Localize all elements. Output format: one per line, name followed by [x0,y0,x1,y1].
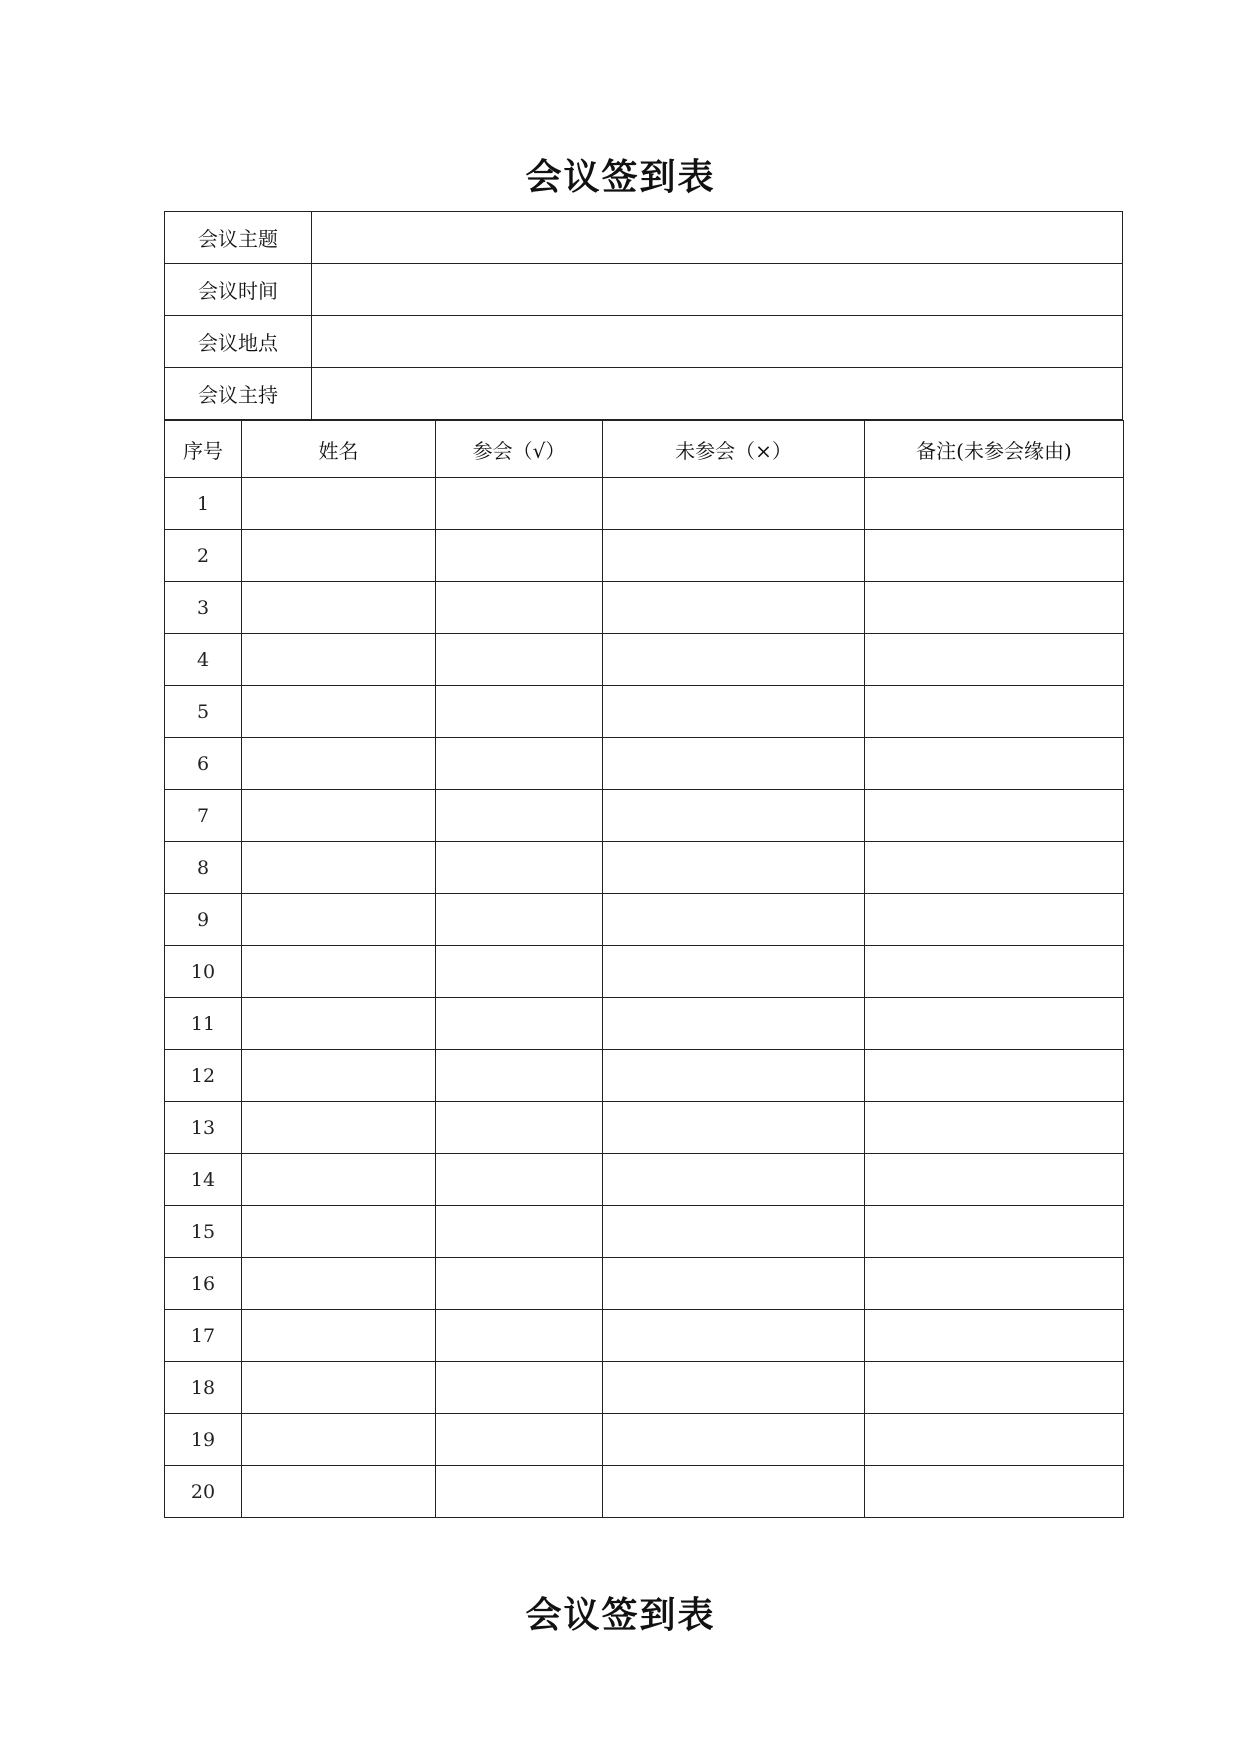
table-row [165,582,1124,634]
row-number: 7 [165,790,242,842]
absent-cell[interactable] [603,1362,865,1414]
table-row [165,1206,1124,1258]
absent-cell[interactable] [603,842,865,894]
absent-cell[interactable] [603,894,865,946]
table-row [165,1310,1124,1362]
table-header-row [165,421,1124,478]
absent-cell[interactable] [603,998,865,1050]
table-row [165,738,1124,790]
absent-cell[interactable] [603,530,865,582]
remarks-cell[interactable] [865,894,1124,946]
attended-cell[interactable] [436,842,603,894]
row-number: 17 [165,1310,242,1362]
row-number: 16 [165,1258,242,1310]
info-label: 会议时间 [165,264,312,316]
row-number: 13 [165,1102,242,1154]
name-cell[interactable] [242,998,436,1050]
attended-cell[interactable] [436,1310,603,1362]
info-row-host [165,368,1123,420]
table-row [165,634,1124,686]
attended-cell[interactable] [436,634,603,686]
absent-cell[interactable] [603,1206,865,1258]
table-row [165,790,1124,842]
table-row [165,1466,1124,1518]
attended-cell[interactable] [436,1362,603,1414]
remarks-cell[interactable] [865,1310,1124,1362]
next-page-title: 会议签到表 [525,1595,716,1636]
info-row-topic [165,212,1123,264]
absent-cell[interactable] [603,1258,865,1310]
row-number: 3 [165,582,242,634]
absent-cell[interactable] [603,686,865,738]
row-number: 19 [165,1414,242,1466]
table-row [165,1362,1124,1414]
table-row [165,1258,1124,1310]
row-number: 5 [165,686,242,738]
name-cell[interactable] [242,686,436,738]
table-row [165,842,1124,894]
attended-cell[interactable] [436,998,603,1050]
table-row [165,946,1124,998]
remarks-cell[interactable] [865,998,1124,1050]
attended-cell[interactable] [436,1206,603,1258]
row-number: 10 [165,946,242,998]
row-number: 2 [165,530,242,582]
row-number: 8 [165,842,242,894]
column-header-remarks: 备注(未参会缘由) [865,421,1124,478]
name-cell[interactable] [242,1414,436,1466]
table-row [165,1050,1124,1102]
name-cell[interactable] [242,738,436,790]
attended-cell[interactable] [436,894,603,946]
remarks-cell[interactable] [865,842,1124,894]
info-value-field[interactable] [312,368,1123,420]
absent-cell[interactable] [603,790,865,842]
name-cell[interactable] [242,842,436,894]
absent-cell[interactable] [603,1102,865,1154]
table-row [165,1102,1124,1154]
remarks-cell[interactable] [865,478,1124,530]
name-cell[interactable] [242,530,436,582]
page-title: 会议签到表 [525,157,716,198]
attended-cell[interactable] [436,1258,603,1310]
row-number: 20 [165,1466,242,1518]
row-number: 6 [165,738,242,790]
info-value-field[interactable] [312,212,1123,264]
name-cell[interactable] [242,1050,436,1102]
info-label: 会议地点 [165,316,312,368]
row-number: 11 [165,998,242,1050]
name-cell[interactable] [242,894,436,946]
name-cell[interactable] [242,1362,436,1414]
info-row-location [165,316,1123,368]
attended-cell[interactable] [436,1414,603,1466]
column-header-absent: 未参会（×） [603,421,865,478]
row-number: 15 [165,1206,242,1258]
attended-cell[interactable] [436,1102,603,1154]
absent-cell[interactable] [603,634,865,686]
remarks-cell[interactable] [865,1154,1124,1206]
info-row-time [165,264,1123,316]
attended-cell[interactable] [436,1050,603,1102]
absent-cell[interactable] [603,478,865,530]
attended-cell[interactable] [436,478,603,530]
row-number: 18 [165,1362,242,1414]
attended-cell[interactable] [436,738,603,790]
table-row [165,1414,1124,1466]
absent-cell[interactable] [603,738,865,790]
table-row [165,478,1124,530]
column-header-attended: 参会（√） [436,421,603,478]
remarks-cell[interactable] [865,634,1124,686]
absent-cell[interactable] [603,946,865,998]
row-number: 9 [165,894,242,946]
attended-cell[interactable] [436,582,603,634]
name-cell[interactable] [242,582,436,634]
info-value-field[interactable] [312,316,1123,368]
absent-cell[interactable] [603,1310,865,1362]
remarks-cell[interactable] [865,1258,1124,1310]
attended-cell[interactable] [436,946,603,998]
attended-cell[interactable] [436,686,603,738]
remarks-cell[interactable] [865,1466,1124,1518]
sign-table-body [165,478,1124,1518]
name-cell[interactable] [242,1310,436,1362]
row-number: 12 [165,1050,242,1102]
info-label: 会议主题 [165,212,312,264]
meeting-info-table [164,211,1123,420]
absent-cell[interactable] [603,1414,865,1466]
name-cell[interactable] [242,478,436,530]
row-number: 4 [165,634,242,686]
info-label: 会议主持 [165,368,312,420]
attended-cell[interactable] [436,530,603,582]
remarks-cell[interactable] [865,1206,1124,1258]
attended-cell[interactable] [436,790,603,842]
name-cell[interactable] [242,1206,436,1258]
row-number: 14 [165,1154,242,1206]
column-header-name: 姓名 [242,421,436,478]
sign-in-table [164,420,1124,1518]
row-number: 1 [165,478,242,530]
absent-cell[interactable] [603,582,865,634]
table-row [165,998,1124,1050]
name-cell[interactable] [242,1102,436,1154]
remarks-cell[interactable] [865,686,1124,738]
absent-cell[interactable] [603,1154,865,1206]
name-cell[interactable] [242,634,436,686]
remarks-cell[interactable] [865,1362,1124,1414]
attended-cell[interactable] [436,1154,603,1206]
info-value-field[interactable] [312,264,1123,316]
remarks-cell[interactable] [865,530,1124,582]
remarks-cell[interactable] [865,946,1124,998]
remarks-cell[interactable] [865,1414,1124,1466]
remarks-cell[interactable] [865,790,1124,842]
table-row [165,530,1124,582]
remarks-cell[interactable] [865,1050,1124,1102]
name-cell[interactable] [242,1258,436,1310]
remarks-cell[interactable] [865,582,1124,634]
table-row [165,686,1124,738]
name-cell[interactable] [242,946,436,998]
table-row [165,1154,1124,1206]
name-cell[interactable] [242,1466,436,1518]
attended-cell[interactable] [436,1466,603,1518]
remarks-cell[interactable] [865,738,1124,790]
column-header-no: 序号 [165,421,242,478]
table-row [165,894,1124,946]
name-cell[interactable] [242,1154,436,1206]
absent-cell[interactable] [603,1050,865,1102]
remarks-cell[interactable] [865,1102,1124,1154]
name-cell[interactable] [242,790,436,842]
absent-cell[interactable] [603,1466,865,1518]
